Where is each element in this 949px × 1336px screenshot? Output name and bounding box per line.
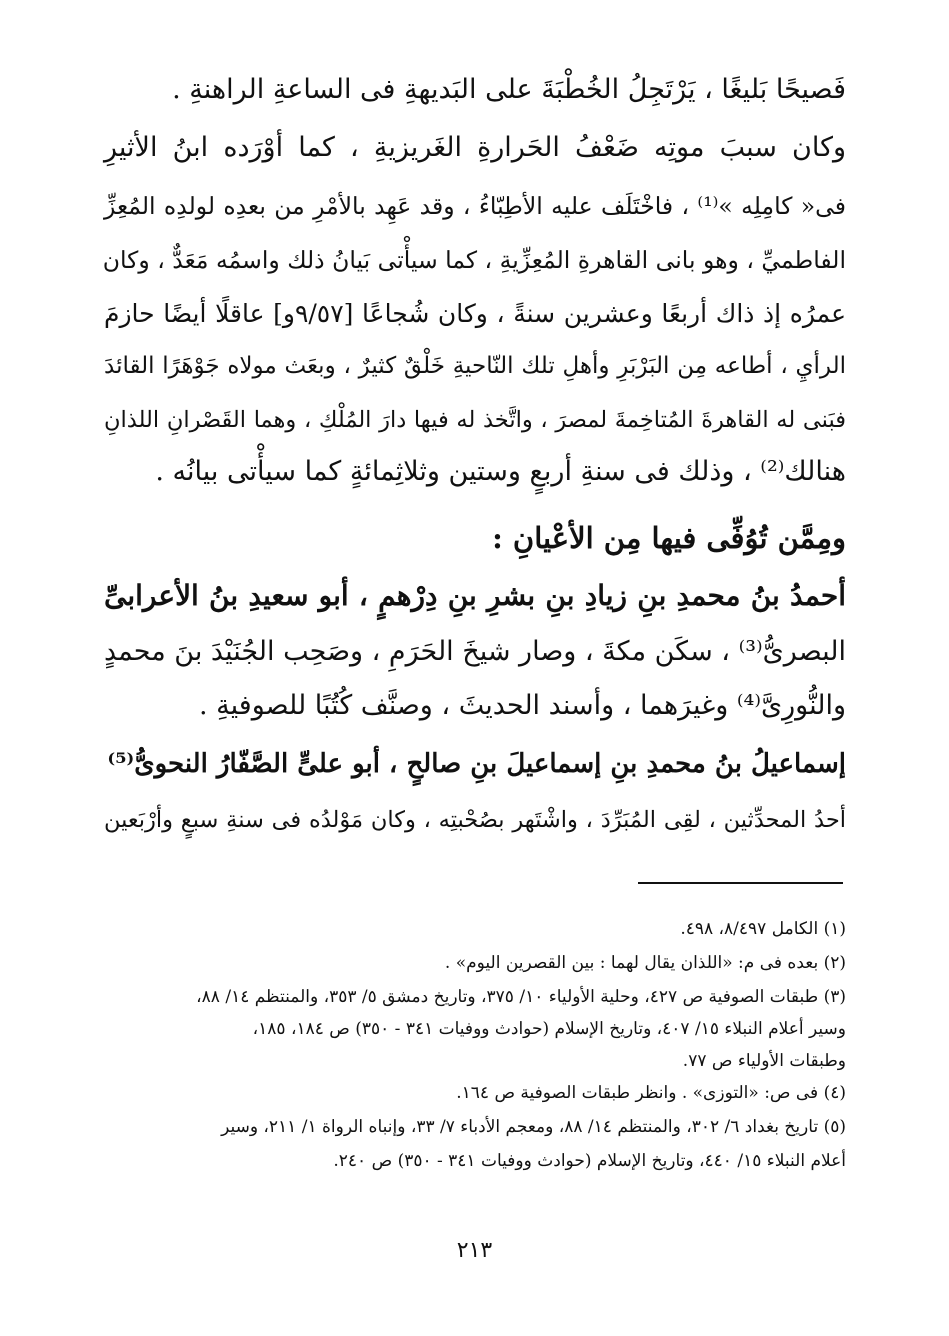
footnote-5-cont: أعلام النبلاء ١٥/ ٤٤٠، وتاريخ الإسلام (حوادث ووفيات ٣٤١ - ٣٥٠) ص ٢٤٠. xyxy=(333,1151,846,1171)
body-line-7: فبَنى له القاهرةَ المُتاخِمةَ لمصرَ ، واتَّخذ له فيها دارَ المُلْكِ ، وهما القَصْرانِ اللذانِ xyxy=(104,407,846,433)
body-line-4: الفاطميِّ ، وهو بانى القاهرةِ المُعِزِّيةِ ، كما سيأْتى بَيانُ ذلك واسمُه مَعَدٌّ ، وكان xyxy=(102,246,846,274)
footnote-5: (٥) تاريخ بغداد ٦/ ٣٠٢، والمنتظم ١٤/ ٨٨، ومعجم الأدباء ٧/ ٣٣، وإنباه الرواة ١/ ٢١١، وسير xyxy=(221,1117,846,1137)
body-line-1: فَصيحًا بَليغًا ، يَرْتَجِلُ الخُطْبَةَ على البَديهةِ فى الساعةِ الراهنةِ . xyxy=(172,74,846,105)
page-number: ٢١٣ xyxy=(456,1238,493,1263)
footnote-divider xyxy=(638,882,843,884)
footnote-4: (٤) فى ص: «التوزى» . وانظر طبقات الصوفية ص ١٦٤. xyxy=(456,1083,846,1103)
footnote-3: (٣) طبقات الصوفية ص ٤٢٧، وحلية الأولياء ١٠/ ٣٧٥، وتاريخ دمشق ٥/ ٣٥٣، والمنتظم ١٤/ ٨٨، xyxy=(196,987,846,1007)
footnote-3-cont: وسير أعلام النبلاء ١٥/ ٤٠٧، وتاريخ الإسلام (حوادث ووفيات ٣٤١ - ٣٥٠) ص ١٨٤، ١٨٥، xyxy=(252,1019,846,1039)
body-line-6: الرأيِ ، أطاعه مِن البَرْبَرِ وأهلِ تلك النّاحيةِ خَلْقٌ كثيرٌ ، وبعَث مولاه جَوْهَرًا القائدَ xyxy=(104,353,846,379)
body-line-2: وكان سببَ موتِه ضَعْفُ الحَرارةِ الغَريزيةِ ، كما أوْرَده ابنُ الأثيرِ xyxy=(104,132,846,163)
section-heading: ومِمَّن تُوُفِّى فيها مِن الأعْيانِ : xyxy=(492,521,846,555)
footnote-3-cont-2: وطبقات الأولياء ص ٧٧. xyxy=(682,1051,846,1071)
entry-2-heading: إسماعيلُ بنُ محمدِ بنِ إسماعيلَ بنِ صالحٍ ، أبو علىٍّ الصَّفّارُ النحوىُّ⁽⁵⁾ xyxy=(107,749,846,779)
entry-2-line-2: أحدُ المحدِّثين ، لقِى المُبَرِّدَ ، واشْتَهر بصُحْبتِه ، وكان مَوْلدُه فى سنةِ سبعٍ وأرْبَعين xyxy=(104,807,846,833)
entry-1-line-2: البصرىُّ⁽³⁾ ، سكَن مكةَ ، وصار شيخَ الحَرَمِ ، وصَحِب الجُنَيْدَ بنَ محمدٍ xyxy=(104,636,846,667)
entry-1-heading: أحمدُ بنُ محمدِ بنِ زيادِ بنِ بشرِ بنِ دِرْهمٍ ، أبو سعيدِ بنُ الأعرابىِّ xyxy=(104,579,846,612)
footnote-2: (٢) بعده فى م: «اللذان يقال لهما : بين القصرين اليوم» . xyxy=(444,953,846,973)
body-line-5: عمرُه إذ ذاك أربعًا وعشرين سنةً ، وكان شُجاعًا [٩/٥٧و] عاقلًا أيضًا حازمَ xyxy=(104,299,846,328)
entry-1-line-3: والنُّورِىَّ⁽⁴⁾ وغيرَهما ، وأسند الحديثَ ، وصنَّف كُتُبًا للصوفيةِ . xyxy=(199,690,846,721)
footnote-1: (١) الكامل ٨/٤٩٧، ٤٩٨. xyxy=(680,919,846,939)
body-line-3: فى« كامِلِه »⁽¹⁾ ، فاخْتَلَف عليه الأطِبّاءُ ، وقد عَهِد بالأمْرِ من بعدِه لولدِه المُعِزِّ xyxy=(104,192,846,220)
body-line-8: هنالك⁽²⁾ ، وذلك فى سنةِ أربعٍ وستين وثلاثِمائةٍ كما سيأْتى بيانُه . xyxy=(155,456,846,487)
